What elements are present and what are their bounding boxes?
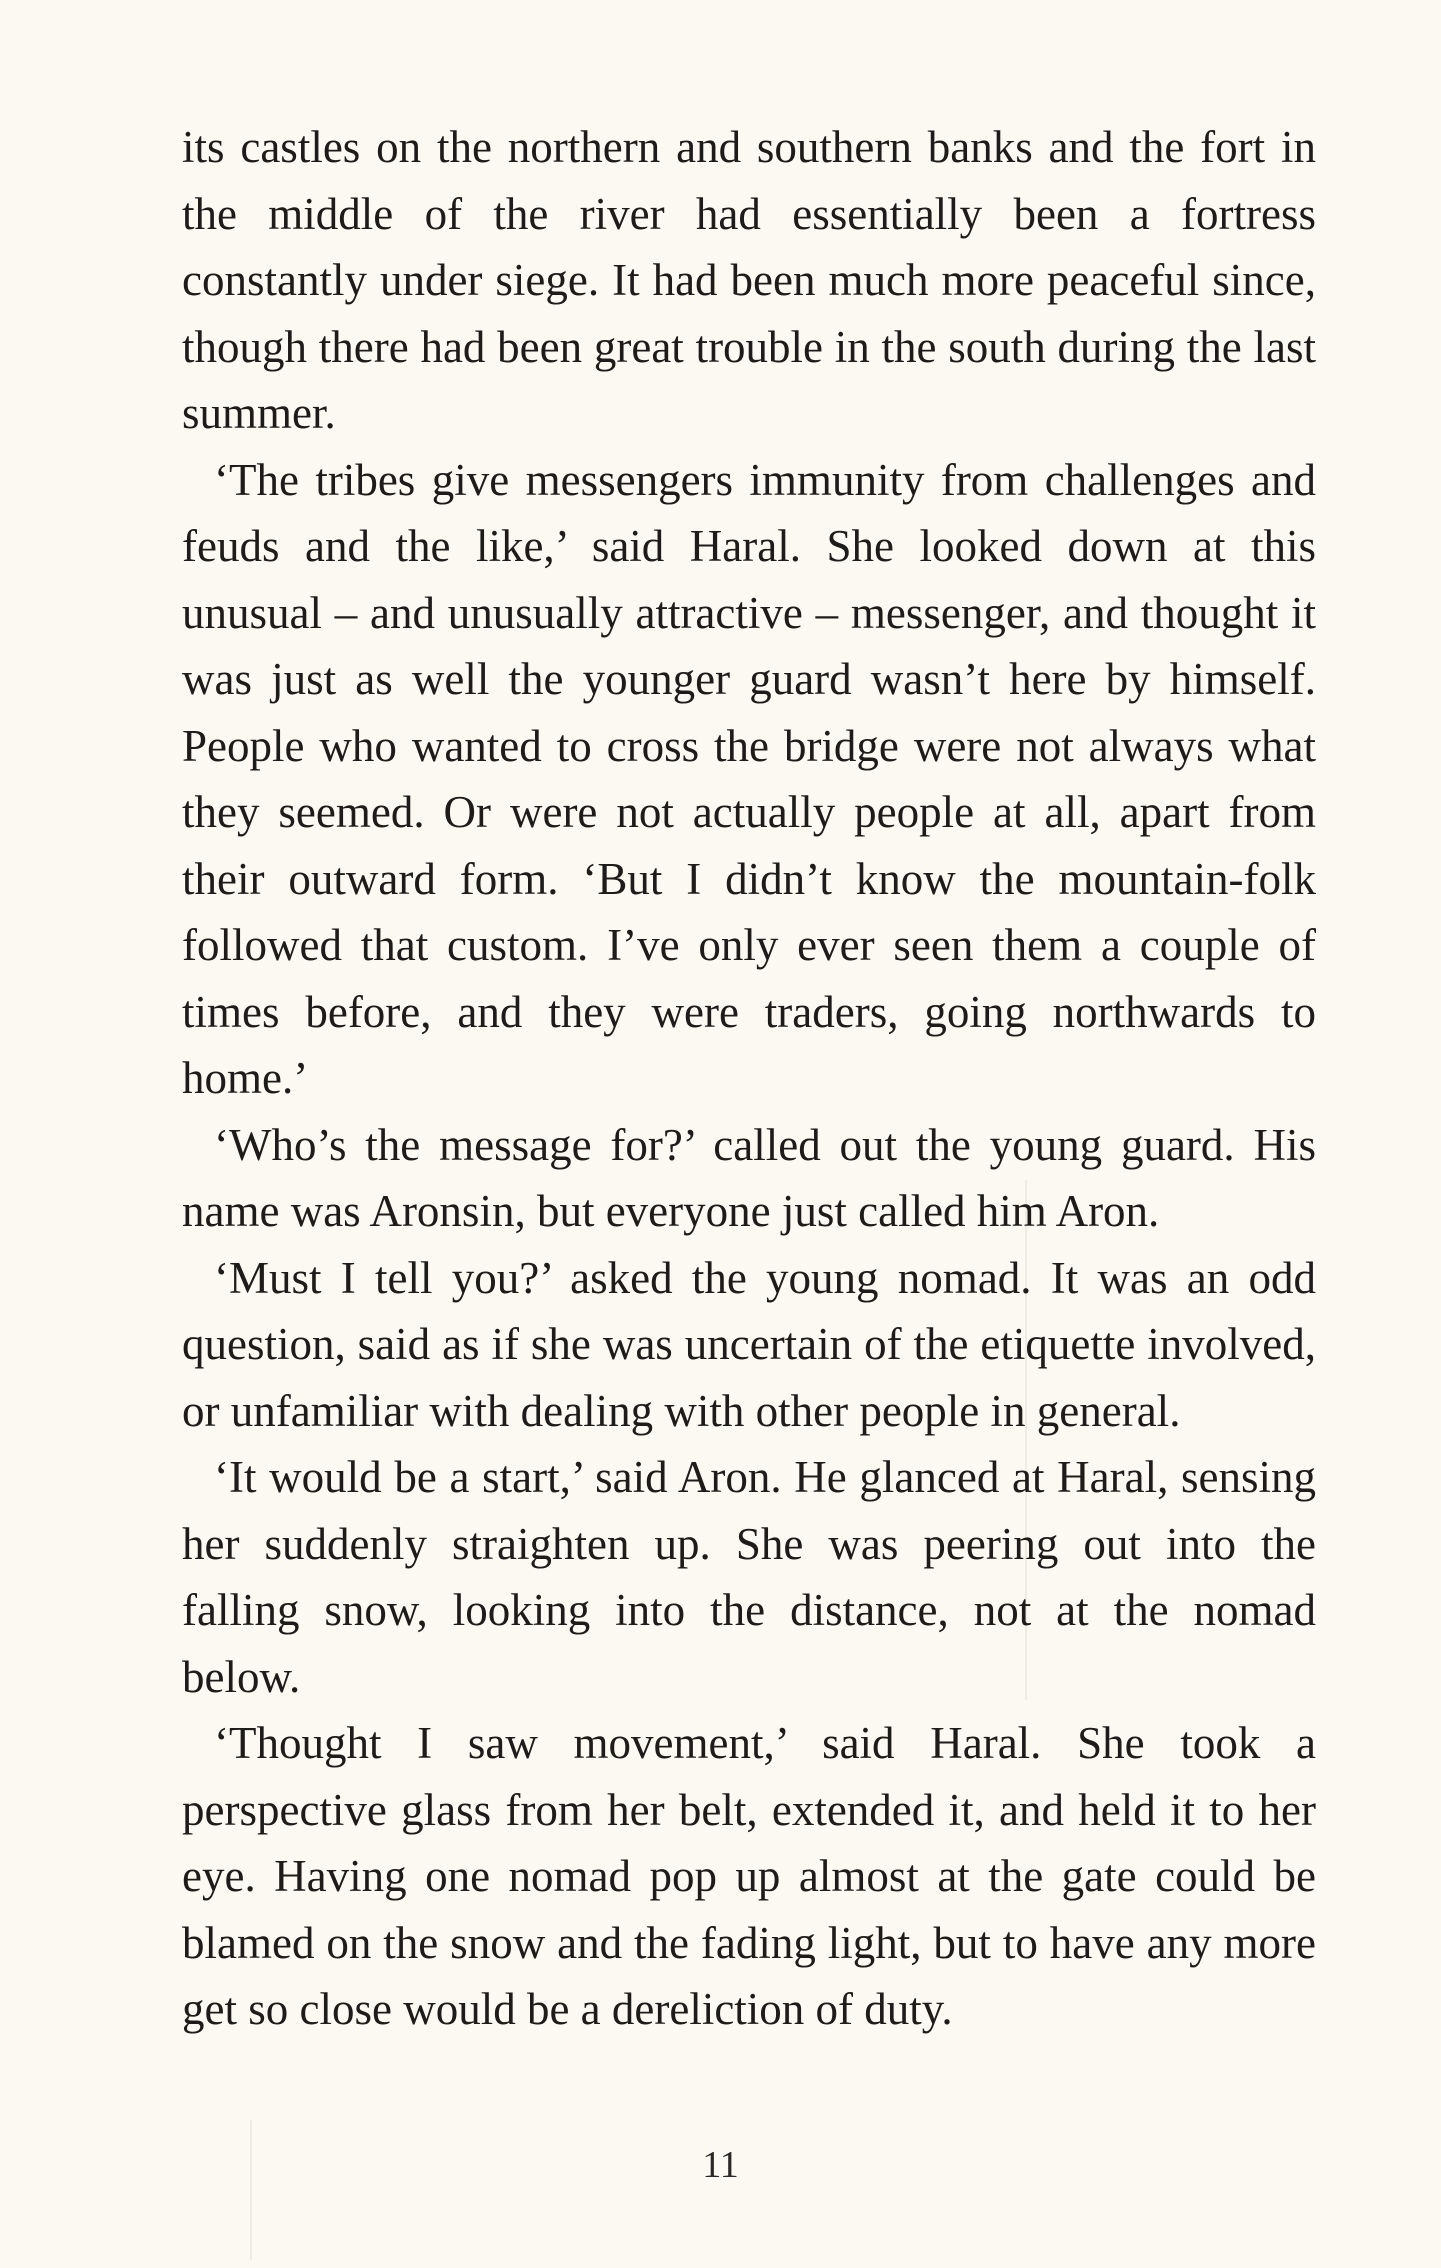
paragraph: its castles on the northern and southern banks and the fort in the middle of the river had essentially been a fortress constantly under siege. It had been much more peaceful since, though there had been great trouble in the south during the last summer. xyxy=(182,122,1316,438)
paragraph: ‘Must I tell you?’ asked the young nomad. It was an odd question, said as if she was uncertain of the etiquette involved, or unfamiliar with dealing with other people in general. xyxy=(182,1252,1316,1436)
paper-texture-line xyxy=(250,2120,252,2260)
paragraph: ‘Who’s the message for?’ called out the young guard. His name was Aronsin, but everyone just called him Aron. xyxy=(182,1119,1316,1236)
paragraph: ‘Thought I saw movement,’ said Haral. She took a perspective glass from her belt, extended it, and held it to her eye. Having one nomad pop up almost at the gate could be blamed on the snow and the fading light, but to have any more get so close would be a dereliction of duty. xyxy=(182,1718,1316,2034)
paragraph: ‘The tribes give messengers immunity from challenges and feuds and the like,’ said Haral. She looked down at this unusual – and unusually attractive – messenger, and thought it was just as well the younger guard wasn’t here by himself. People who wanted to cross the bridge were not always what they seemed. Or were not actually people at all, apart from their outward form. ‘But I didn’t know the mountain-folk followed that custom. I’ve only ever seen them a couple of times before, and they were traders, going northwards to home.’ xyxy=(182,454,1316,1103)
page-number: 11 xyxy=(702,2144,739,2186)
body-text xyxy=(182,114,1316,2043)
paragraph: ‘It would be a start,’ said Aron. He glanced at Haral, sensing her suddenly straighten up. She was peering out into the falling snow, looking into the distance, not at the nomad below. xyxy=(182,1452,1316,1702)
